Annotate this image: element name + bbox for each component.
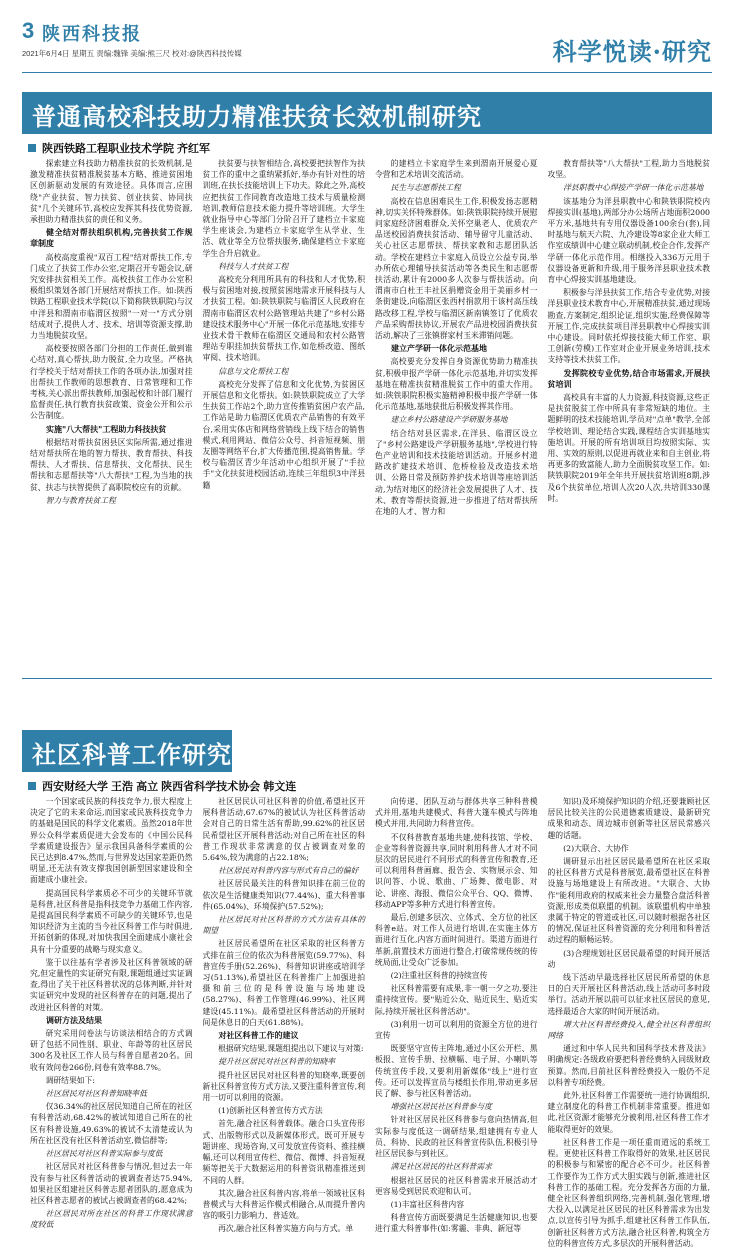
subheading: 对社区科普工作的建议 (218, 1030, 299, 1041)
paragraph: 其次,融合社区科普内容,将单一领域社区科普模式与大科普运作模式相融合,从而提升普内容的吸引力影响力、普适效。 (202, 1188, 365, 1221)
paragraph: 提高国民科学素质必不可少的关键环节就是科普,社区科普是指科技竞争力基础工作内容,是提高国民科学素质不可缺少的关键环节,也是知识经济为主流的当今社区科普工作与时俱进,开拓创新的体现,对加快我国全面建成小康社会具有十分重要的战略与现实意义。 (30, 888, 193, 954)
paragraph: 根据结对帮扶贫困县区实际所需,通过推进结对帮扶所在地的智力帮扶、教育帮扶、科技帮扶、人才帮扶、信息帮扶、文化帮扶、民生帮扶和志愿帮扶等"八大帮扶"工程,为当地的扶贫、扶志与扶智提供了高职院校应有的贡献。 (30, 437, 193, 492)
paragraph: 针对社区居民社区科普参与意向热情高,但实际参与度低这一调研结果,组建拥有专业人员、科协、民政的社区科普宣传队伍,积极引导社区居民参与到社区。 (375, 1115, 538, 1159)
paragraph: 高校充分发挥了信息和文化优势,为贫困区开展信息和文化帮扶。如:陕铁职院成立了大学生扶贫工作站2个,助力宣传推销贫困户农产品,工作站是助力临渭区优质农产品销售的有效平台,采用实体店和网络营销线上线下结合的销售模式,利用网站、微信公众号、抖音短视频、朋友圈等网络平台,扩大传播范围,提高销售量。学校与临渭区青少年活动中心组织开展了"手拉手"文化扶贫进校园活动,连续三年组织3中洋县籍 (202, 379, 365, 490)
paragraph: 积极参与洋县扶贫工作,结合专业优势,对接洋县职业技术教育中心,开展精准扶贫,通过现场勘查,方案制定,组织论证,组织实施,经费保障等开展工作,完成扶贫项目洋县职教中心焊接实训中心建设。同时依托焊接技能大师工作室、职工创新(劳模)工作室对企业开展业务培训,技术支持等技术扶贫工作。 (547, 288, 710, 365)
paragraph: 根据社区居民的社区科普需求开展活动才更容易受到居民欢迎和认可。 (375, 1175, 538, 1196)
article2-column (30, 796, 193, 1230)
paragraph: 社区居民希望所在社区采取的社区科普方式排在前三位的依次为科普展览(59.77%)、科普宣传手册(52.26%)、科普知识讲座或培训学习(51.13%),希望社区在科普推广上加强进拍摄和前三位的是科普设施与场地建设(58.27%)、科普工作管理(46.99%)、社区网建设(45.11%)。最希望社区科普活动的开展时间是休息日的白天(61.88%)。 (202, 939, 365, 1027)
paragraph: (2)注重社区科普的持续宣传 (390, 971, 488, 981)
subheading: 提升社区居民对社区科普的知晓率 (218, 1057, 336, 1067)
masthead (22, 18, 722, 72)
paragraph: 向传递、团队互动与群体共享三种科普模式并用,基地共建模式、科普大篷车模式与阵地模式并用,共同助力科普宣传。 (375, 797, 538, 829)
article2-title: 社区科普工作研究 (32, 740, 232, 769)
paper-name: 陕西科技报 (42, 24, 142, 45)
paragraph: 通过和中华人民共和国科学技术普及法》明确规定:各级政府要把科普经费纳入同级财政预算。然而,目前社区科普经费投入一般仍不足以科普专项经费。 (547, 1044, 710, 1087)
byline-marker-icon (28, 782, 36, 790)
paragraph: 最后,创建多层次、立体式、全方位的社区科普e站。对工作人员进行培训,在实施主体方面进行互化,内容方面时间进行。渠道方面进行革新,前置技术方面进行整合,打破常规传统的传统局面,让受众广泛参加。 (375, 913, 538, 967)
paragraph: 线下活动早最选择社区居民所希望的休息日的白天开展社区科普活动,线上活动可多时段举行。活动开展以前可以征求社区居民的意见,选择最适合大家的时间开展活动。 (547, 973, 710, 1016)
subheading: 增强社区居民社区科普参与度 (390, 1102, 492, 1112)
subheading: 科技与人才扶贫工程 (218, 261, 289, 271)
paragraph: 高校要按照各部门分担的工作责任,做到谁心结对,真心帮扶,助力脱贫,全力攻坚。严格执行学校关于结对帮扶工作的各项办法,加强对挂出帮扶工作教师的思想教育、日常管理和工作考核,关心派出帮扶教师,加强起校和计部门履行监督责任,执行教育扶贫政策、资金公开和公示公告制度。 (30, 344, 193, 421)
paragraph: 不仅科普教育基地共建,使科技馆、学校、企业等科普资源共享,同时利用科普人才对不同层次的居民进行不同形式的科普宣传和教育,还可以利用科普画廊、报告会、实物展示会、知识问答、小说、歌曲、广场舞、微电影、对论、讲座、海报、微信公众平台、QQ、微博、移动APP等多种方式进行科普宣传。 (375, 832, 538, 909)
article1-column (203, 158, 366, 668)
paragraph: 再次,融合社区科普实施方向与方式。单 (218, 1224, 354, 1234)
paragraph: 社区科普需要有成果,非一朝一夕之功,要注重持续宣传。要"贴近公众、贴近民生、贴近实际,持续开展社区科普活动"。 (375, 984, 538, 1016)
paragraph: 结合结对县区需求,在洋县、临渭区设立了"乡村公路建设产学研服务基地",学校进行特色产业培训和技术技能培训活动。开展乡村道路改扩建技术培训、危桥检验及改造技术培训、公路日常及预防养护技术培训等座培训活动,为结对地区的经济社会发展提供了人才、技术、教育等帮扶资源,进一步推进了结对帮扶所在地的人才、智力和 (375, 428, 538, 517)
paragraph: 调研显示出社区居民最希望所在社区采取的社区科普方式是科普展览,最希望社区在科普设施与场地建设上有所改进。"大联合、大协作"能利用政府的权威来社会力量整合盘活科普资源,形成类似联盟的机制。该联盟机构中单独隶属于特定的管道或社区,可以随时根据各社区的情况,保证社区科普资源的充分利用和科普活动过程的顺畅运转。 (547, 857, 710, 945)
article2-column (547, 796, 711, 1248)
subheading: 调研方法及结果 (46, 1014, 102, 1025)
paragraph: (1)丰富社区科普内容 (390, 1199, 465, 1209)
paragraph: 调研结果如下: (45, 1075, 96, 1085)
subheading: 健全结对帮扶组织机构,完善扶贫工作规章制度 (30, 227, 193, 249)
article1-byline-text: 陕西铁路工程职业技术学院 齐红军 (42, 143, 211, 155)
paragraph: 探索建立科技助力精准扶贫的长效机制,是激发精准扶贫精准脱贫基本方略、推进贫困地区创新驱动发展的有效途径。具体而言,应围绕"产业扶贫、智力扶贫、创业扶贫、协同扶贫"几个关键环节,高校应发挥其科技优势资源,承担助力精准扶贫的责任和义务。 (30, 159, 193, 225)
paragraph: 高校充分利用所具有的科技和人才优势,积极与贫困地对接,按照贫困地需求开展科技与人才扶贫工程。如:陕铁职院与临渭区人民政府在渭南市临渭区农村公路管理站共建了"乡村公路建设技术服务中心"开展一体化示范基地,安排专业技术骨干教师在临渭区交通局和农村公路管理站专职挂加扶贫帮扶工作,如危桥改造、图纸审阅、技术培训。 (202, 275, 365, 363)
article2-column (202, 796, 366, 1234)
article1-body (30, 158, 710, 668)
paragraph: 首先,融合社区科普载体。融合口头宣传形式、出版物形式以及新媒体形式。既可开展专题讲座、现场咨询,又可发放宣传资料、推挂横幅,还可以利用宣传栏、微信、微博、抖音短视频等把关于大数据运用的科普资讯精准推送到不同的人群。 (202, 1119, 365, 1185)
subheading: 增大社区科普经费投入,健全社区科普组织网络 (547, 1019, 710, 1041)
paragraph: 扶贫要与扶智相结合,高校要把扶智作为扶贫工作的重中之重纳紧抓好,举办有针对性的培训班,在扶长技能培训上下功夫。除此之外,高校应把扶贫工作同教育改造地工技术与质量检测培训,教师信息技术能力提升等培训班。大学生就业指导中心等部门分阶召开了建档立卡家庭学生座谈会,为建档立卡家庭学生从学业、生活、就业等全方位帮扶服务,确保建档立卡家庭学生合升启就业。 (202, 159, 365, 258)
subheading: 社区居民对所在社区的科普工作现状满意度较低 (30, 1209, 193, 1230)
subheading: 信息与文化帮扶工程 (218, 366, 289, 376)
header-rule (22, 72, 712, 73)
paragraph: 鉴于以往基有学者涉及社区科普领域的研究,但定量性的实证研究有限,课题组通过实证调查,得出了关于社区科普状况的总体判断,并针对实证研究中发现的社区科普存在的问题,提出了改进社区科普的对策。 (30, 957, 193, 1012)
subheading: 民生与志愿帮扶工程 (390, 183, 461, 193)
subheading: 智力与教育扶贫工程 (45, 495, 116, 505)
subheading: 社区居民对科普内容与形式有自己的偏好 (218, 866, 359, 876)
paragraph: 高校高度重视"双百工程"结对帮扶工作,专门成立了扶贫工作办公室,定期召开专题会议,研究安排扶贫相关工作。高校扶贫工作办公室积极组织策划各部门开展结对帮扶工作。如:陕西铁路工程职业技术学院(以下简称陕铁职院)与汉中洋县和渭南市临渭区按照"一对一"方式分别结成对子,提供人才、技术、培训等资源支撑,助力当地脱贫攻坚。 (30, 252, 193, 341)
article2-body (30, 796, 710, 1248)
article1-column (30, 158, 193, 668)
section-title: 科学悦读·研究 (552, 37, 712, 66)
paragraph: 的建档立卡家庭学生来到渭南开展爱心夏令营和艺术培训交流活动。 (375, 159, 538, 180)
paragraph: 该基地分为洋县职教中心和陕铁职院校内焊接实训(基地),两部分办公场所占地面积2000平方米,基地共有专用仪器设备100余台(套),同时基地与航天六院、九冷建设等8家企业大师工作室成绩训中心建立联动机制,校企合作,发挥产学研一体化示范作用。相继投入336万元用于仪器设备更新和升级,用于服务洋县职业技术教育中心焊接实训基地建设。 (547, 196, 710, 285)
subheading: 发挥院校专业优势,结合市场需求,开展扶贫培训 (547, 367, 710, 389)
subheading: 满足社区居民的社区科普需求 (390, 1162, 492, 1172)
article1-banner (22, 92, 712, 134)
subheading: 社区居民对社区科普知晓率低 (45, 1089, 147, 1099)
article1-column (375, 158, 538, 668)
paragraph: (3)利用一切可以利用的资源全方位的进行宣传 (375, 1019, 538, 1041)
paragraph: 高校要充分发挥自身资源优势助力精准扶贫,积极申报产学研一体化示范基地,并切实发挥基地在精准扶贫精准脱贫工作中的重大作用。如:陕铁职院积极实施精神积极申报产学研一体化示范基地,基地获批后积极发挥其作用。 (375, 357, 538, 412)
subheading: 实施"八大帮扶"工程助力科技扶贫 (46, 423, 167, 434)
article1-byline (28, 140, 210, 156)
article2-byline (28, 778, 296, 794)
article1-title: 普通高校科技助力精准扶贫长效机制研究 (32, 102, 482, 131)
subheading: 建立产学研一体化示范基地 (391, 343, 487, 354)
paragraph: (1)创新社区科普宣传方式方法 (218, 1106, 323, 1116)
paragraph: 一个国家或民族的科技竞争力,很大程度上决定了它的未来命运,而国家或民族科技竞争力的基础是国民的科学文化素质。虽然2018年世界公众科学素质促进大会发布的《中国公民科学素质建设报告》显示我国具备科学素质的公民已达到8.47%,然而,与世界发达国家差距仍然明显,还无法有效支撑我国创新型国家建设和全面建成小康社会。 (30, 797, 193, 885)
page-number: 3 (22, 18, 35, 43)
paragraph: 此外,社区科普工作需要统一进行协调组织,建立制度化的科普工作机制非常重要。推进如此,社区资源才能够充分被利用,社区科普工作才能取得更好的效果。 (547, 1091, 710, 1134)
subheading: 社区居民对社区科普实际参与度低 (45, 1149, 163, 1159)
article2-banner (22, 730, 232, 772)
paragraph: 既要坚守宣传主阵地,通过小区公开栏、黑板报、宣传手册、拉横幅、电子屏、小喇叭等传统宣传手段,又要利用新媒体"线上"进行宣传。还可以发挥宣员与楼组长作用,带动更多居民了解、参与社区科普活动。 (375, 1044, 538, 1099)
paragraph: 知识)及环境保护知识的介绍,还要兼顾社区居民比较关注的公民道德素质建设、最新研究成果和动态、周边城市创新等社区居民常感兴趣的话题。 (547, 797, 710, 840)
paragraph: 社区居民认可社区科普的价值,希望社区开展科普活动,67.67%的被试认为社区科普活动会对自己的日常生活有帮助,99.62%的社区居民希望社区开展科普活动;对自己所在社区的科普工作现状非常满意的仅占被调查对象的5.64%,较为满意的占22.18%; (202, 797, 365, 863)
paragraph: 教育帮扶等"八大帮扶"工程,助力当地脱贫攻坚。 (547, 159, 710, 180)
paragraph: 仅36.34%的社区居民知道自己所在的社区有科普活动,68.42%的被试知道自己所在的社区有科普设施,49.63%的被试不太清楚或认为所在社区没有社区科普活动室,微信群等; (30, 1102, 193, 1145)
subheading: 建立乡村公路建设产学研服务基地 (390, 415, 508, 425)
paragraph: 社区居民对社区科普参与情况,但过去一年没有参与社区科普活动的被调查者达75.94%,如果社区组建社区科普志愿者团队的,愿意成为社区科普志愿者的被试占被调查者的68.42%; (30, 1162, 193, 1205)
article2-column (375, 796, 538, 1234)
paragraph: 研究采用问卷法与访谈法相结合的方式调研了包括不同性别、职业、年龄等的社区居民300名及社区工作人员与科普自愿者20名。回收有效问卷266份,问卷有效率88.7%。 (30, 1029, 193, 1072)
paragraph: 根据研究结果,课题组提出以下建议与对策: (218, 1044, 364, 1054)
paragraph: (2)大联合、大协作 (563, 843, 629, 853)
byline-marker-icon (28, 144, 36, 152)
paragraph: (3)合理规划社区居民最希望的时间开展活动 (547, 948, 710, 969)
article-divider (22, 678, 712, 679)
paragraph: 高校具有丰富的人力资源,科技资源,这些正是扶贫脱贫工作中所具有非常短缺的地位。主题鲜明的技术技能培训,学员对"点单"教学,全部学校培训、理论结合实践,课程结合实训基地实施培训。开展的所有培训项目均按照实际、实用、实效的原则,以促进再就业来和自主创业,将再更多的致富能人,助力全面脱贫攻坚工作。如:陕铁职院2019年全年共开展扶贫培训班8期,涉及6个扶贫单位,培训人次20人次,共培训330课时。 (547, 393, 710, 503)
article1-column (548, 158, 711, 668)
paragraph: 社区居民最关注的科普知识排在前三位的依次是生活健康类知识(77.44%)、重大科普事件(65.04%)、环境保护(57.52%); (202, 879, 365, 911)
paragraph: 提升社区居民对社区科普的知晓率,既要创新社区科普宣传方式方法,又要注重科普宣传,利用一切可以利用的资源。 (202, 1070, 365, 1103)
subheading: 社区居民对社区科普的方式方法有具体的期望 (202, 915, 365, 936)
paragraph: 科普宣传方面既要满足生活健康知识,也要进行重大科普事件(如:雾霾、非典、新冠等 (375, 1213, 538, 1234)
subheading: 洋县职教中心焊接产学研一体化示范基地 (563, 183, 704, 193)
paragraph: 社区科普工作是一项任重而道远的系统工程。更使社区科普工作取得好的效果,社区居民的积极参与和紧密的配合必不可少。社区科普工作要作为工作方式大胆实践与创新,推进社区科普工作的基础工程。充分发挥各方面的力量,健全社区科普组织网络,完善机制,强化管理,增大投入,以满足社区居民的社区科普需求为出发点,以宣传引导为抓手,组建社区科普工作队伍,创新社区科普方式方法,融合社区科普,构筑全方位的科普宣传方式,多层次的开展科普活动。 (547, 1137, 710, 1248)
issue-meta: 2021年6月4日 星期五 责编:魏锋 美编:熊三尺 校对:@陕西科技传媒 (22, 49, 242, 58)
article2-byline-text: 西安财经大学 王浩 高立 陕西省科学技术协会 韩文连 (42, 781, 297, 793)
paragraph: 高校在信息困难民生工作,积极发扬志愿精神,切实关怀特殊群体。如:陕铁职院持续开展慰问家庭经济困难群众,关怀空巢老人、优质农产品送校园消费扶贫活动、辅导留守儿童活动、关心社区志愿帮扶、帮扶家教和志愿团队活动。学校在建档立卡家庭入员设立公益专岗,举办所依心理辅导扶贫活动等各类民生和志愿帮扶活动,累计有2000多人次参与帮扶活动。向渭南市白杜王丰社区捐赠资金用于美丽乡村一条街建设,向临渭区张西村捐款用于该村高压线路改移工程,学校与临渭区新南镇签订了优质农产品采购帮扶协议,开展农产品进校园消费扶贫活动,解决了三张镇群家村玉米滞销问题。 (375, 196, 538, 341)
